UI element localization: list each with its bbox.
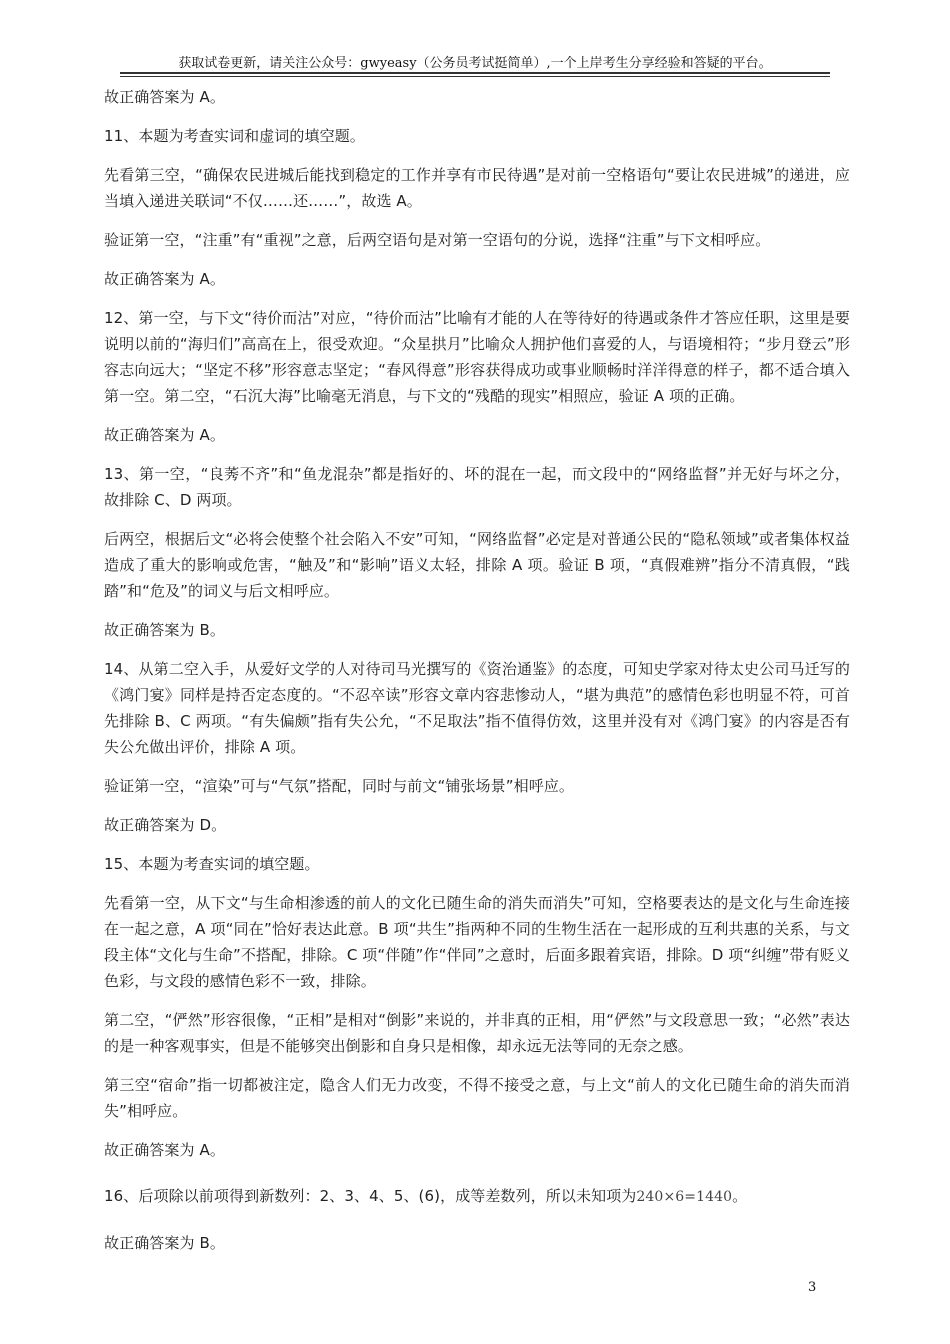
- question-16-end: 。: [732, 1187, 748, 1205]
- paragraph: 第三空“宿命”指一切都被注定，隐含人们无力改变，不得不接受之意，与上文“前人的文化已随生命的消失而消失”相呼应。: [104, 1076, 850, 1120]
- paragraph: 故正确答案为 B。: [104, 621, 225, 639]
- paragraph: 验证第一空，“注重”有“重视”之意，后两空语句是对第一空语句的分说，选择“注重”与下文相呼应。: [104, 231, 771, 249]
- header-rule-thick: [120, 72, 830, 74]
- question-16-text: 16、后项除以前项得到新数列：2、3、4、5、(6)，成等差数列，所以未知项为: [104, 1187, 637, 1205]
- page-content: [104, 84, 850, 1269]
- question-16-paragraph: [104, 1183, 850, 1210]
- paragraph: 故正确答案为 A。: [104, 1141, 225, 1159]
- paragraph: 14、从第二空入手，从爱好文学的人对待司马光撰写的《资治通鉴》的态度，可知史学家对待太史公司马迁写的《鸿门宴》同样是持否定态度的。“不忍卒读”形容文章内容悲惨动人，“堪为典范”的感情色彩也明显不符，可首先排除 B、C 两项。“有失偏颇”指有失公允，“不足取法”指不值得仿效，这里并没有对《鸿门宴》的内容是否有失公允做出评价，排除 A 项。: [104, 660, 850, 756]
- paragraph: 12、第一空，与下文“待价而沽”对应，“待价而沽”比喻有才能的人在等待好的待遇或条件才答应任职，这里是要说明以前的“海归们”高高在上，很受欢迎。“众星拱月”比喻众人拥护他们喜爱的人，与语境相符；“步月登云”形容志向远大；“坚定不移”形容意志坚定；“春风得意”形容获得成功或事业顺畅时洋洋得意的样子，都不适合填入第一空。第二空，“石沉大海”比喻毫无消息，与下文的“残酷的现实”相照应，验证 A 项的正确。: [104, 309, 850, 405]
- paragraph: 13、第一空，“良莠不齐”和“鱼龙混杂”都是指好的、坏的混在一起，而文段中的“网络监督”并无好与坏之分，故排除 C、D 两项。: [104, 465, 850, 509]
- paragraph: 11、本题为考查实词和虚词的填空题。: [104, 127, 365, 145]
- paragraph: 验证第一空，“渲染”可与“气氛”搭配，同时与前文“铺张场景”相呼应。: [104, 777, 575, 795]
- paragraph: 先看第一空，从下文“与生命相渗透的前人的文化已随生命的消失而消失”可知，空格要表达的是文化与生命连接在一起之意，A 项“同在”恰好表达此意。B 项“共生”指两种不同的生物生活在一起形成的互利共惠的关系，与文段主体“文化与生命”不搭配，排除。C 项“伴随”作“伴同”之意时，后面多跟着宾语，排除。D 项“纠缠”带有贬义色彩，与文段的感情色彩不一致，排除。: [104, 894, 850, 990]
- paragraph: 故正确答案为 A。: [104, 88, 225, 106]
- page-number: 3: [808, 1280, 817, 1295]
- page-header: 获取试卷更新，请关注公众号：gwyeasy（公务员考试挺简单）,一个上岸考生分享经验和答疑的平台。: [178, 56, 772, 71]
- paragraph: 先看第三空，“确保农民进城后能找到稳定的工作并享有市民待遇”是对前一空格语句“要让农民进城”的递进，应当填入递进关联词“不仅……还……”，故选 A。: [104, 166, 850, 210]
- paragraph: 故正确答案为 A。: [104, 270, 225, 288]
- final-answer: 故正确答案为 B。: [104, 1234, 225, 1252]
- paragraph: 第二空，“俨然”形容很像，“正相”是相对“倒影”来说的，并非真的正相，用“俨然”与文段意思一致；“必然”表达的是一种客观事实，但是不能够突出倒影和自身只是相像，却永远无法等同的无奈之感。: [104, 1011, 850, 1055]
- header-rule-thin: [120, 76, 830, 77]
- paragraph: 故正确答案为 A。: [104, 426, 225, 444]
- paragraph: 后两空，根据后文“必将会使整个社会陷入不安”可知，“网络监督”必定是对普通公民的“隐私领域”或者集体权益造成了重大的影响或危害，“触及”和“影响”语义太轻，排除 A 项。验证 B 项，“真假难辨”指分不清真假，“践踏”和“危及”的词义与后文相呼应。: [104, 530, 850, 600]
- paragraph: 故正确答案为 D。: [104, 816, 227, 834]
- equation: 240×6=1440: [636, 1189, 733, 1205]
- paragraph: 15、本题为考查实词的填空题。: [104, 855, 320, 873]
